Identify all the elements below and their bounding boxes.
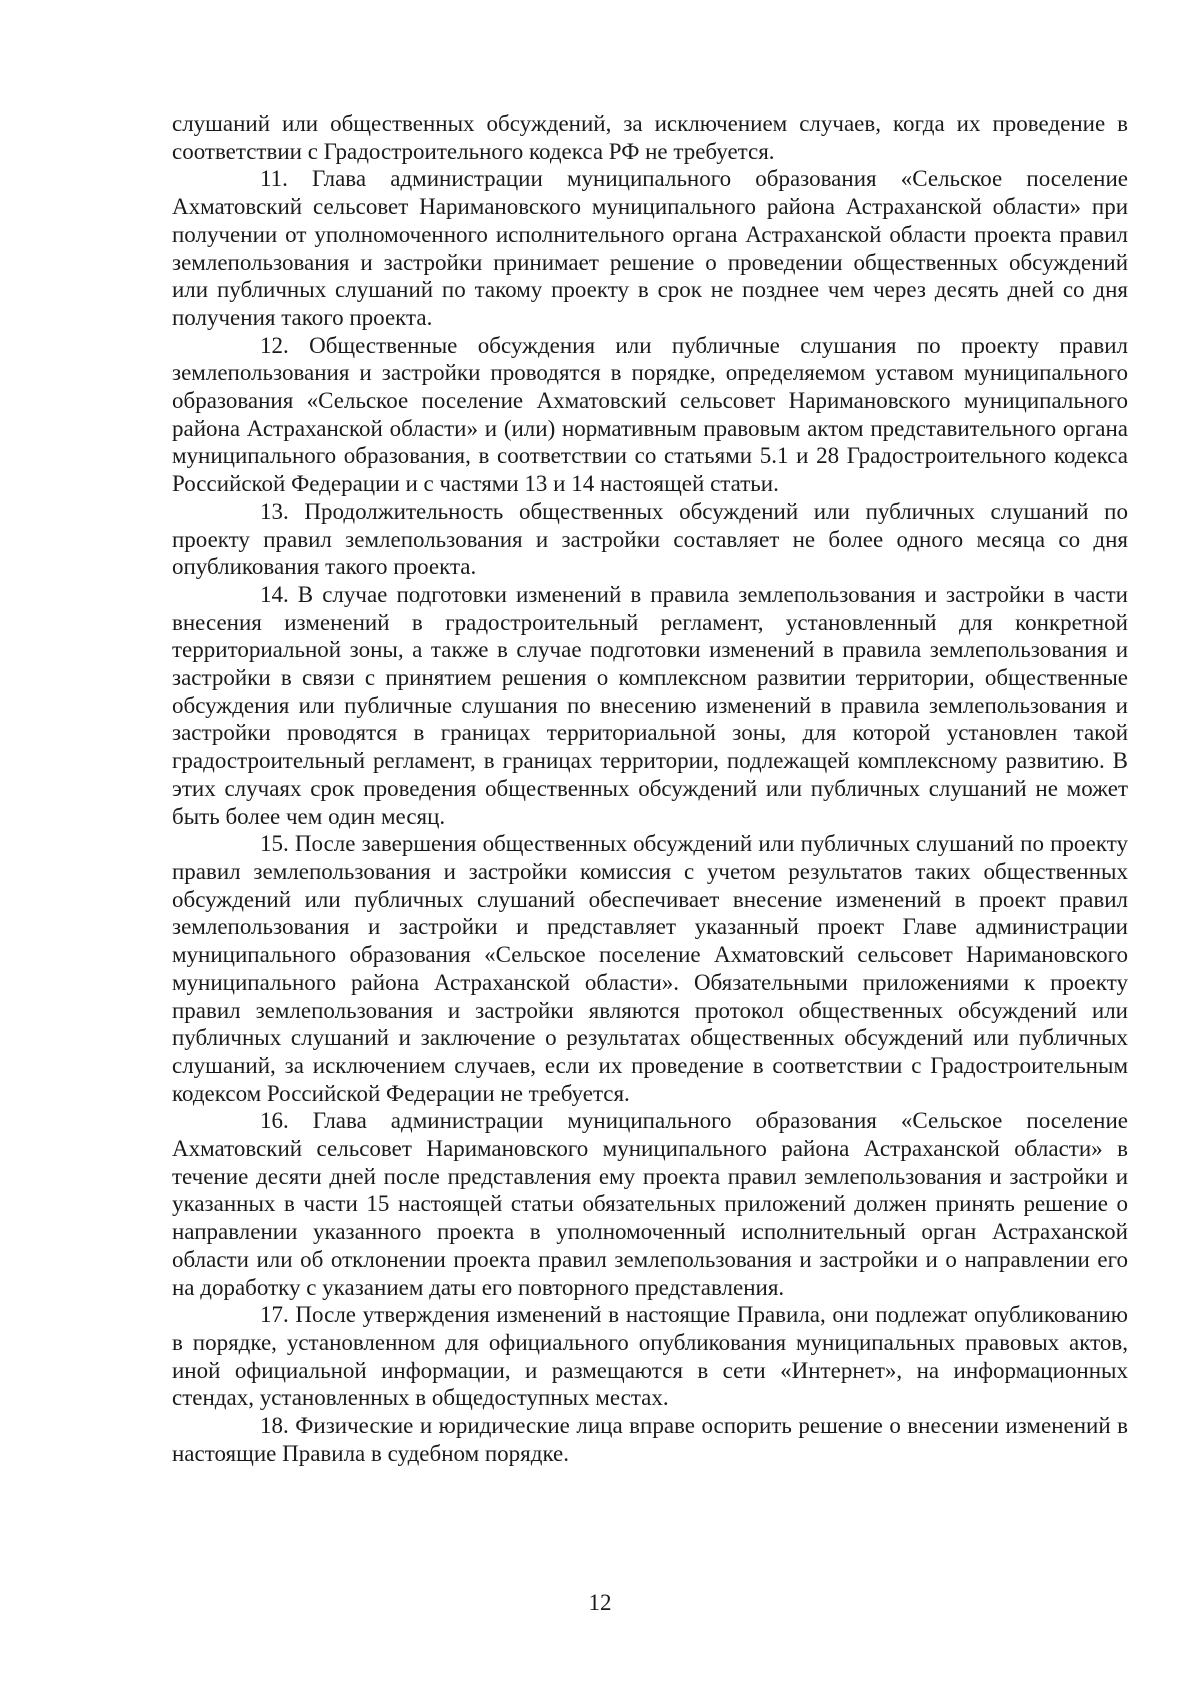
paragraph-13: 13. Продолжительность общественных обсуждений или публичных слушаний по проекту правил землепользования и застройки составляет не более одного месяца со дня опубликования такого проекта. — [172, 498, 1128, 580]
paragraph-15: 15. После завершения общественных обсуждений или публичных слушаний по проекту правил землепользования и застройки комиссия с учетом результатов таких общественных обсуждений или публичных слушаний обеспечивает внесение изменений в проект правил землепользования и застройки и представляет указанный проект Главе администрации муниципального образования «Сельское поселение Ахматовский сельсовет Наримановского муниципального района Астраханской области». Обязательными приложениями к проекту правил землепользования и застройки являются протокол общественных обсуждений или публичных слушаний и заключение о результатах общественных обсуждений или публичных слушаний, за исключением случаев, если их проведение в соответствии с Градостроительным кодексом Российской Федерации не требуется. — [172, 831, 1128, 1106]
paragraph-17: 17. После утверждения изменений в настоящие Правила, они подлежат опубликованию в порядке, установленном для официального опубликования муниципальных правовых актов, иной официальной информации, и размещаются в сети «Интернет», на информационных стендах, установленных в общедоступных местах. — [172, 1302, 1128, 1411]
page-number: 12 — [588, 1590, 612, 1615]
paragraph-12: 12. Общественные обсуждения или публичные слушания по проекту правил землепользования и застройки проводятся в порядке, определяемом уставом муниципального образования «Сельское поселение Ахматовский сельсовет Наримановского муниципального района Астраханской области» и (или) нормативным правовым актом представительного органа муниципального образования, в соответствии со статьями 5.1 и 28 Градостроительного кодекса Российской Федерации и с частями 13 и 14 настоящей статьи. — [172, 332, 1128, 497]
paragraph-14: 14. В случае подготовки изменений в правила землепользования и застройки в части внесения изменений в градостроительный регламент, установленный для конкретной территориальной зоны, а также в случае подготовки изменений в правила землепользования и застройки в связи с принятием решения о комплексном развитии территории, общественные обсуждения или публичные слушания по внесению изменений в правила землепользования и застройки проводятся в границах территориальной зоны, для которой установлен такой градостроительный регламент, в границах территории, подлежащей комплексному развитию. В этих случаях срок проведения общественных обсуждений или публичных слушаний не может быть более чем один месяц. — [172, 581, 1128, 829]
document-body — [172, 110, 1128, 1467]
paragraph-18: 18. Физические и юридические лица вправе оспорить решение о внесении изменений в настоящие Правила в судебном порядке. — [172, 1413, 1128, 1466]
paragraph-continuation: слушаний или общественных обсуждений, за исключением случаев, когда их проведение в соответствии с Градостроительного кодекса РФ не требуется. — [172, 111, 1128, 164]
paragraph-11: 11. Глава администрации муниципального образования «Сельское поселение Ахматовский сельсовет Наримановского муниципального района Астраханской области» при получении от уполномоченного исполнительного органа Астраханской области проекта правил землепользования и застройки принимает решение о проведении общественных обсуждений или публичных слушаний по такому проекту в срок не позднее чем через десять дней со дня получения такого проекта. — [172, 166, 1128, 330]
paragraph-16: 16. Глава администрации муниципального образования «Сельское поселение Ахматовский сельсовет Наримановского муниципального района Астраханской области» в течение десяти дней после представления ему проекта правил землепользования и застройки и указанных в части 15 настоящей статьи обязательных приложений должен принять решение о направлении указанного проекта в уполномоченный исполнительный орган Астраханской области или об отклонении проекта правил землепользования и застройки и о направлении его на доработку с указанием даты его повторного представления. — [172, 1108, 1128, 1300]
